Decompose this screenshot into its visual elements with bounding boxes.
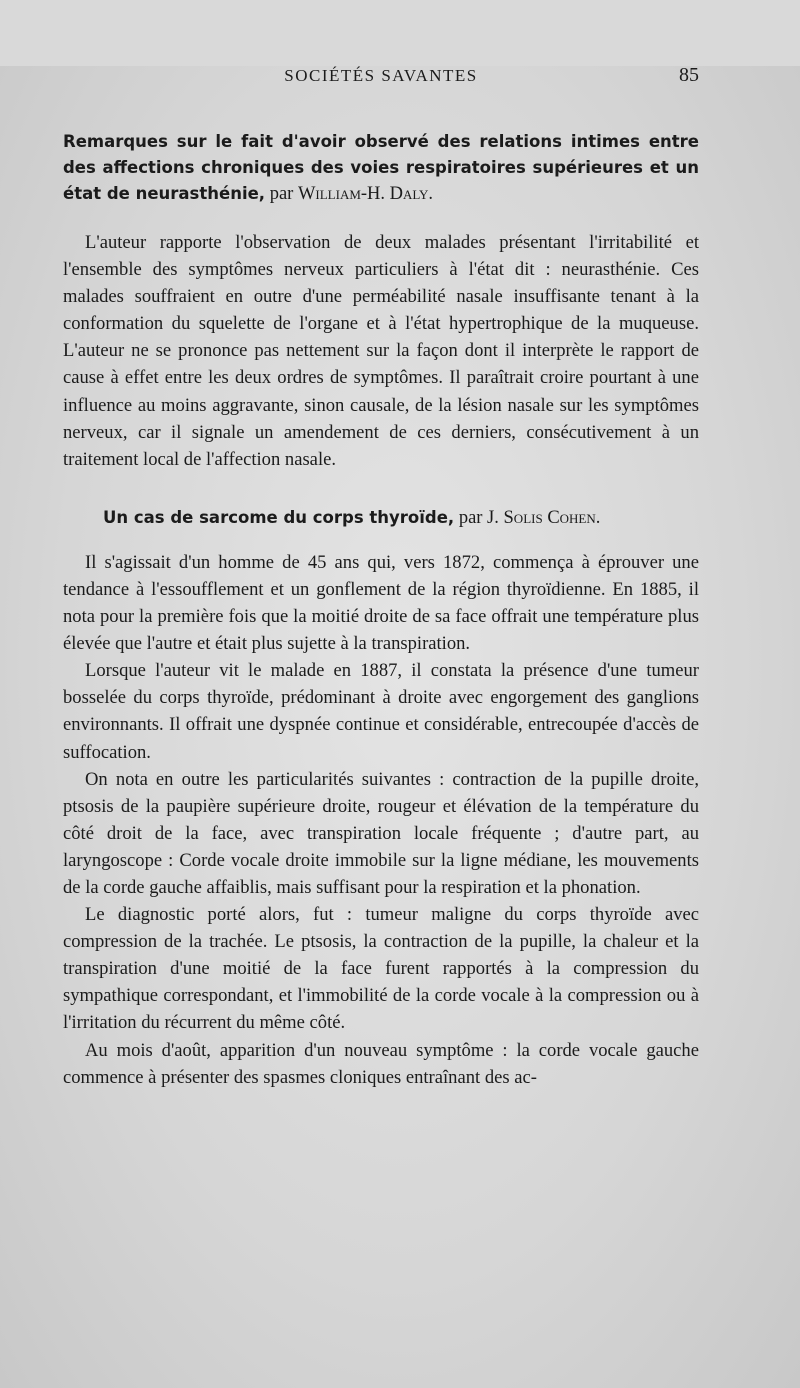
article-1-heading	[63, 129, 699, 207]
article-2-heading	[63, 505, 699, 531]
article-2-paragraph: Le diagnostic porté alors, fut : tumeur maligne du corps thyroïde avec compression de la trachée. Le ptsosis, la contraction de la pupille, la chaleur et la transpiration d'une moitié de la face furent rapportés à la compression du sympathique correspondant, et l'immobilité de la corde vocale à la compression ou à l'irritation du récurrent du même côté.	[63, 904, 699, 1034]
running-head	[63, 66, 699, 96]
article-1-author-prefix: par	[265, 184, 298, 204]
book-page	[0, 66, 800, 1388]
page-number: 85	[679, 64, 699, 86]
article-1-title: Remarques sur le fait d'avoir observé des relations intimes entre des affections chroniques des voies respiratoires supérieures et un état de neurasthénie,	[63, 132, 699, 203]
running-head-title: SOCIÉTÉS SAVANTES	[284, 66, 478, 85]
article-2-paragraph: On nota en outre les particularités suivantes : contraction de la pupille droite, ptsosis de la paupière supérieure droite, rougeur et élévation de la température du côté droit de la face, avec transpiration locale fréquente ; d'autre part, au laryngoscope : Corde vocale droite immobile sur la ligne médiane, les mouvements de la corde gauche affaiblis, mais suffisant pour la respiration et la phonation.	[63, 768, 699, 898]
article-2-author: Solis Cohen.	[503, 507, 601, 528]
article-2-paragraph: Lorsque l'auteur vit le malade en 1887, il constata la présence d'une tumeur bosselée du corps thyroïde, prédominant à droite avec engorgement des ganglions environnants. Il offrait une dyspnée continue et considérable, entrecoupée d'accès de suffocation.	[63, 660, 699, 763]
article-2-paragraph: Il s'agissait d'un homme de 45 ans qui, vers 1872, commença à éprouver une tendance à l'essoufflement et un gonflement de la région thyroïdienne. En 1885, il nota pour la première fois que la moitié droite de sa face offrait une température plus élevée que l'autre et était plus sujette à la transpiration.	[63, 551, 699, 655]
article-2-author-prefix: par J.	[454, 507, 504, 528]
article-2-paragraph: Au mois d'août, apparition d'un nouveau symptôme : la corde vocale gauche commence à présenter des spasmes cloniques entraînant des ac-	[63, 1039, 699, 1088]
article-2-title: Un cas de sarcome du corps thyroïde,	[103, 507, 455, 527]
article-1-paragraph: L'auteur rapporte l'observation de deux malades présentant l'irritabilité et l'ensemble des symptômes nerveux particuliers à l'état dit : neurasthénie. Ces malades souffraient en outre d'une perméabilité nasale insuffisante tenant à la conformation du squelette de l'organe et à l'état hypertrophique de la muqueuse. L'auteur ne se prononce pas nettement sur la façon dont il interprète le rapport de cause à effet entre les deux ordres de symptômes. Il paraîtrait croire pourtant à une influence au moins aggravante, sinon causale, de la lésion nasale sur les symptômes nerveux, car il signale un amendement de ces derniers, consécutivement à un traitement local de l'affection nasale.	[63, 232, 699, 470]
article-1-author: William-H. Daly.	[297, 184, 434, 204]
